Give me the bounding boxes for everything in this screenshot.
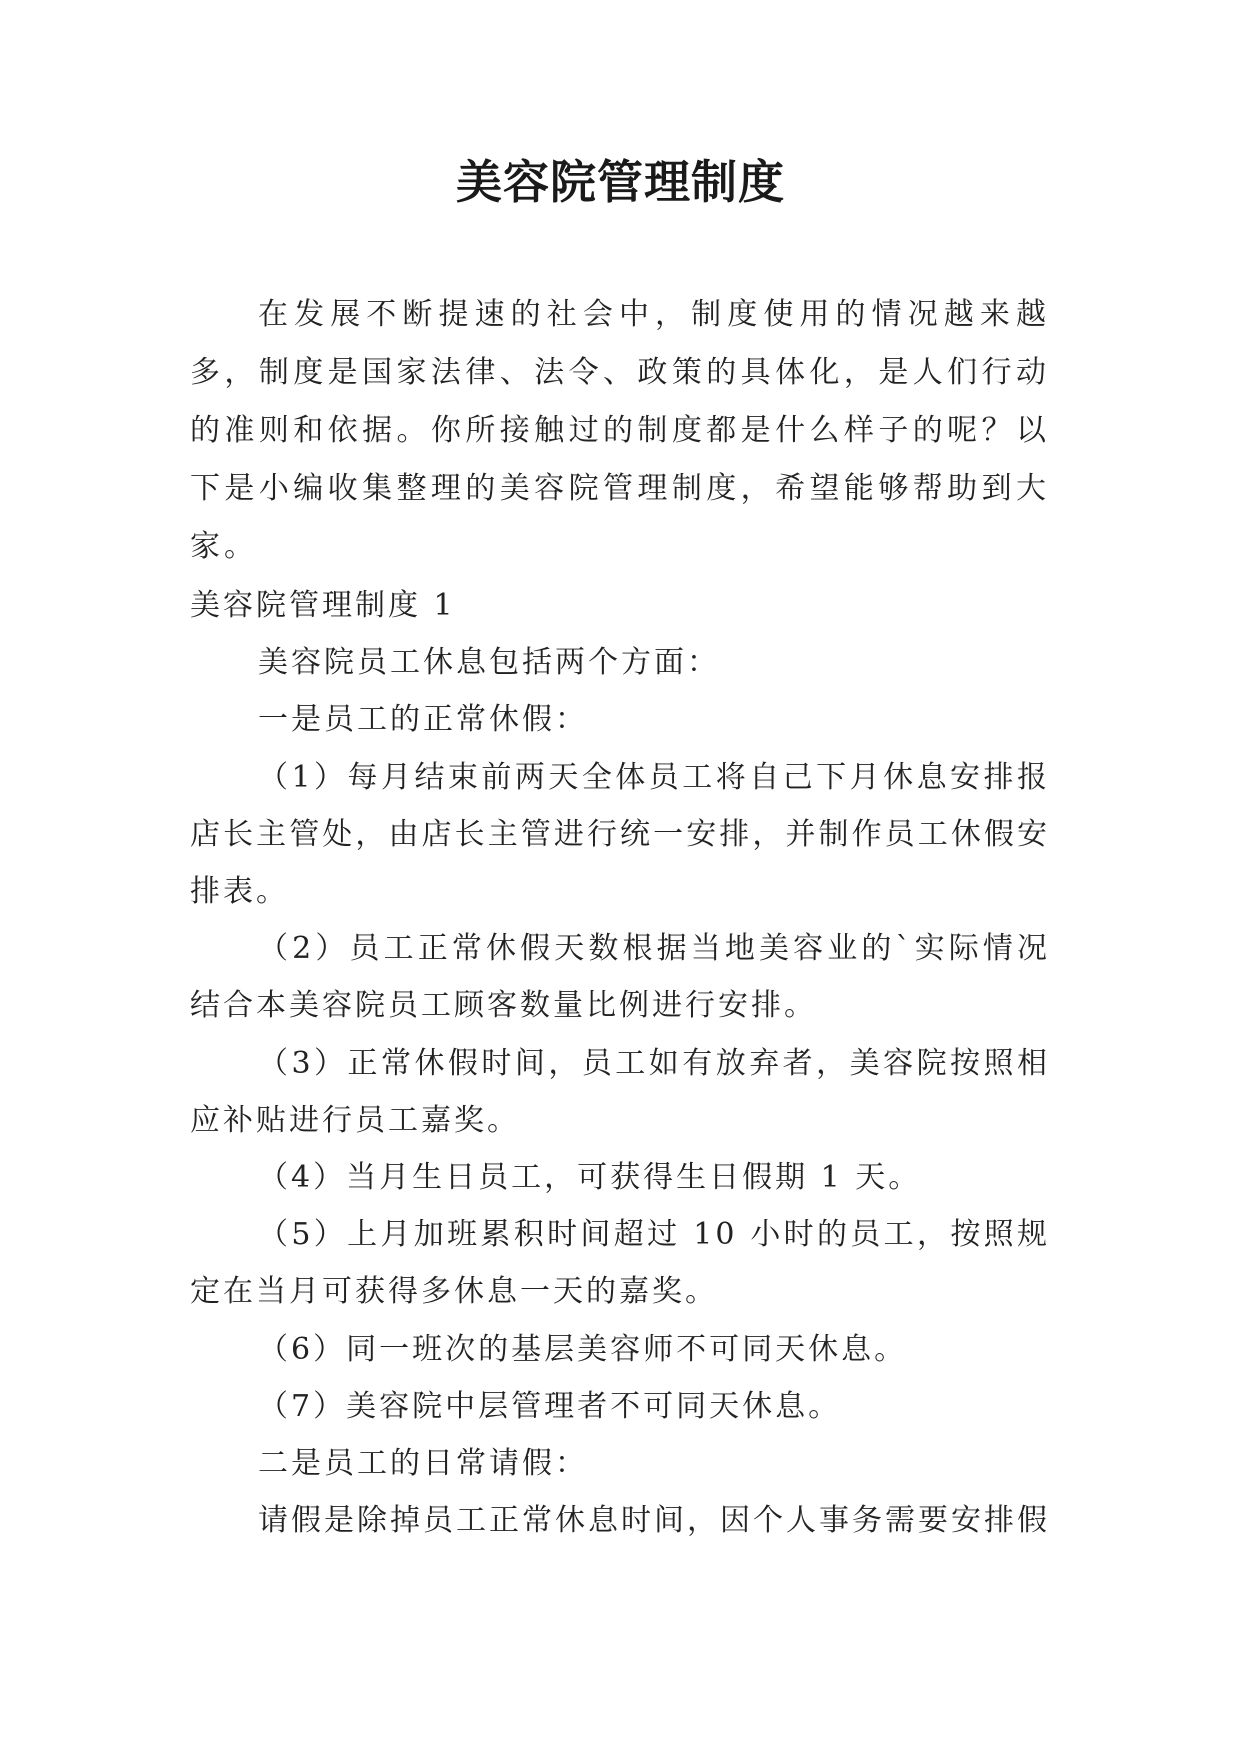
list-item: （3）正常休假时间，员工如有放弃者，美容院按照相应补贴进行员工嘉奖。 [190,1045,1050,1138]
list-item: （4）当月生日员工，可获得生日假期 1 天。 [258,1160,922,1196]
section-heading: 美容院管理制度 1 [190,588,456,623]
list-item: （2）员工正常休假天数根据当地美容业的`实际情况结合本美容院员工顾客数量比例进行安排。 [190,931,1050,1024]
list-item: （6）同一班次的基层美容师不可同天休息。 [258,1331,908,1367]
section-1 [190,577,1050,1549]
list-item: （1）每月结束前两天全体员工将自己下月休息安排报店长主管处，由店长主管进行统一安排，并制作员工休假安排表。 [190,759,1050,910]
list-item: （5）上月加班累积时间超过 10 小时的员工，按照规定在当月可获得多休息一天的嘉奖。 [190,1217,1050,1310]
paragraph: 美容院员工休息包括两个方面： [258,645,720,681]
document-title: 美容院管理制度 [456,155,785,209]
paragraph: 一是员工的正常休假： [258,702,588,738]
intro-paragraph [190,286,1050,576]
paragraph: 请假是除掉员工正常休息时间，因个人事务需要安排假 [258,1503,1050,1539]
intro-text: 在发展不断提速的社会中，制度使用的情况越来越多，制度是国家法律、法令、政策的具体化，是人们行动的准则和依据。你所接触过的制度都是什么样子的呢？以下是小编收集整理的美容院管理制度，希望能够帮助到大家。 [190,297,1050,564]
list-item: （7）美容院中层管理者不可同天休息。 [258,1388,842,1424]
paragraph: 二是员工的日常请假： [258,1446,588,1482]
